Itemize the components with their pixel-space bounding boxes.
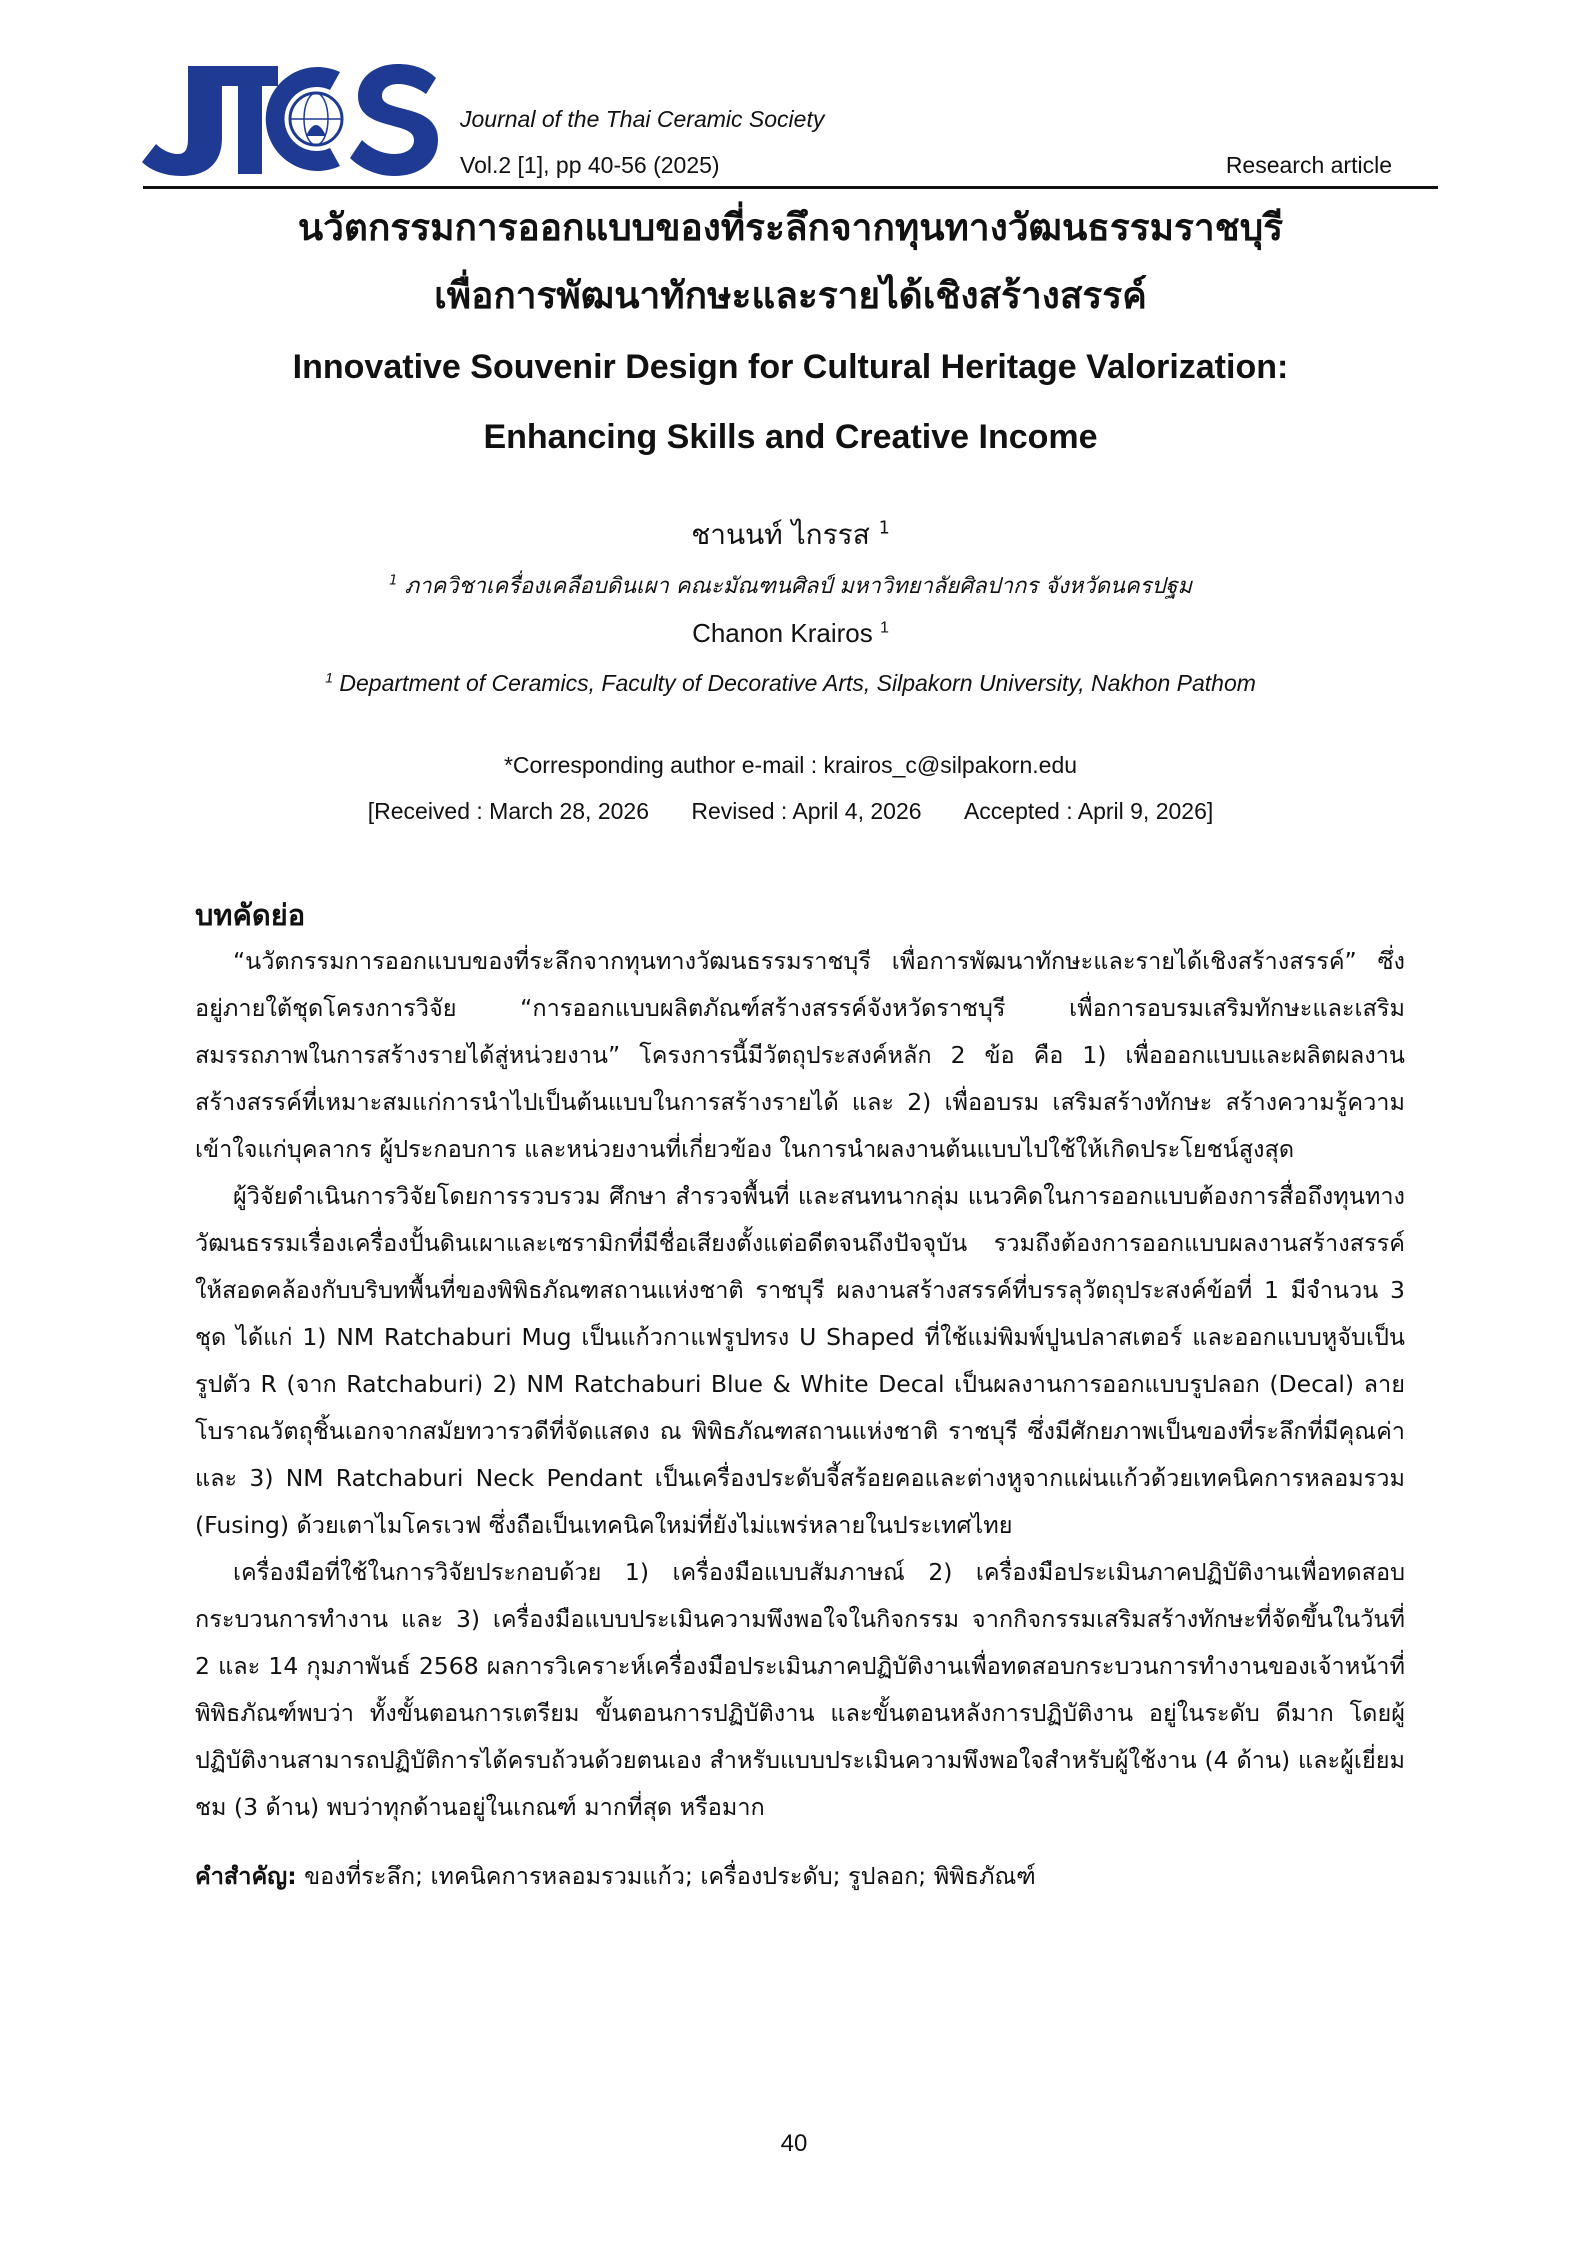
affiliation-thai-text: ภาควิชาเครื่องเคลือบดินเผา คณะมัณฑนศิลป์ มหาวิทยาลัยศิลปากร จังหวัดนครปฐม [404,574,1193,599]
abstract-paragraph: ผู้วิจัยดำเนินการวิจัยโดยการรวบรวม ศึกษา สำรวจพื้นที่ และสนทนากลุ่ม แนวคิดในการออกแบบต้องการสื่อถึงทุนทางวัฒนธรรมเรื่องเครื่องปั้นดินเผาและเซรามิกที่มีชื่อเสียงตั้งแต่อดีตจนถึงปัจจุบัน รวมถึงต้องการออกแบบผลงานสร้างสรรค์ให้สอดคล้องกับบริบทพื้นที่ของพิพิธภัณฑสถานแห่งชาติ ราชบุรี ผลงานสร้างสรรค์ที่บรรลุวัตถุประสงค์ข้อที่ 1 มีจำนวน 3 ชุด ได้แก่ 1) NM Ratchaburi Mug เป็นแก้วกาแฟรูปทรง U Shaped ที่ใช้แม่พิมพ์ปูนปลาสเตอร์ และออกแบบหูจับเป็นรูปตัว R (จาก Ratchaburi) 2) NM Ratchaburi Blue & White Decal เป็นผลงานการออกแบบรูปลอก (Decal) ลายโบราณวัตถุชิ้นเอกจากสมัยทวารวดีที่จัดแสดง ณ พิพิธภัณฑสถานแห่งชาติ ราชบุรี ซึ่งมีศักยภาพเป็นของที่ระลึกที่มีคุณค่า และ 3) NM Ratchaburi Neck Pendant เป็นเครื่องประดับจี้สร้อยคอและต่างหูจากแผ่นแก้วด้วยเทคนิคการหลอมรวม (Fusing) ด้วยเตาไมโครเวฟ ซึ่งถือเป็นเทคนิคใหม่ที่ยังไม่แพร่หลายในประเทศไทย [195,1182,1405,1539]
affiliation-en-sup: 1 [325,670,334,687]
abstract-body [195,938,1405,1831]
date-accepted: Accepted : April 9, 2026] [963,798,1214,824]
affiliation-thai-sup: 1 [388,572,398,589]
title-thai-line2: เพื่อการพัฒนาทักษะและรายได้เชิงสร้างสรรค์ [434,274,1147,317]
abstract-paragraph: “นวัตกรรมการออกแบบของที่ระลึกจากทุนทางวัฒนธรรมราชบุรี เพื่อการพัฒนาทักษะและรายได้เชิงสร้างสรรค์” ซึ่งอยู่ภายใต้ชุดโครงการวิจัย “การออกแบบผลิตภัณฑ์สร้างสรรค์จังหวัดราชบุรี เพื่อการอบรมเสริมทักษะและเสริมสมรรถภาพในการสร้างรายได้สู่หน่วยงาน” โครงการนี้มีวัตถุประสงค์หลัก 2 ข้อ คือ 1) เพื่อออกแบบและผลิตผลงานสร้างสรรค์ที่เหมาะสมแก่การนำไปเป็นต้นแบบในการสร้างรายได้ และ 2) เพื่ออบรม เสริมสร้างทักษะ สร้างความรู้ความเข้าใจแก่บุคลากร ผู้ประกอบการ และหน่วยงานที่เกี่ยวข้อง ในการนำผลงานต้นแบบไปใช้ให้เกิดประโยชน์สูงสุด [195,947,1405,1163]
author-en [143,618,1438,649]
affiliation-en-text: Department of Ceramics, Faculty of Decorative Arts, Silpakorn University, Nakhon Pathom [339,670,1256,696]
title-en-line2: Enhancing Skills and Creative Income [483,418,1098,456]
journal-name: Journal of the Thai Ceramic Society [460,106,825,132]
header-rule [143,186,1438,189]
author-thai-sup: 1 [878,518,890,539]
article-type: Research article [1225,152,1392,178]
keywords [195,1858,1405,1895]
author-thai [143,513,1438,557]
title-thai-line1: นวัตกรรมการออกแบบของที่ระลึกจากทุนทางวัฒนธรรมราชบุรี [297,206,1284,249]
affiliation-en [143,670,1438,697]
abstract-heading: บทคัดย่อ [195,898,306,932]
date-revised: Revised : April 4, 2026 [691,798,922,824]
affiliation-thai [143,568,1438,603]
author-en-sup: 1 [879,618,889,637]
corresponding-email: *Corresponding author e-mail : krairos_c@silpakorn.edu [503,752,1078,778]
date-received: [Received : March 28, 2026 [367,798,650,824]
title-en-line1: Innovative Souvenir Design for Cultural Heritage Valorization: [292,348,1289,386]
article-dates [143,798,1438,825]
journal-volume: Vol.2 [1], pp 40-56 (2025) [460,152,720,178]
keywords-label: คำสำคัญ: [195,1862,297,1890]
keywords-text: ของที่ระลึก; เทคนิคการหลอมรวมแก้ว; เครื่องประดับ; รูปลอก; พิพิธภัณฑ์ [304,1862,1036,1890]
jtcs-logo [140,58,440,180]
author-thai-name: ชานนท์ ไกรรส [691,518,870,551]
author-en-name: Chanon Krairos [692,618,873,648]
page-number: 40 [780,2130,808,2157]
abstract-paragraph: เครื่องมือที่ใช้ในการวิจัยประกอบด้วย 1) เครื่องมือแบบสัมภาษณ์ 2) เครื่องมือประเมินภาคปฏิบัติงานเพื่อทดสอบกระบวนการทำงาน และ 3) เครื่องมือแบบประเมินความพึงพอใจในกิจกรรม จากกิจกรรมเสริมสร้างทักษะที่จัดขึ้นในวันที่ 2 และ 14 กุมภาพันธ์ 2568 ผลการวิเคราะห์เครื่องมือประเมินภาคปฏิบัติงานเพื่อทดสอบกระบวนการทำงานของเจ้าหน้าที่พิพิธภัณฑ์พบว่า ทั้งขั้นตอนการเตรียม ขั้นตอนการปฏิบัติงาน และขั้นตอนหลังการปฏิบัติงาน อยู่ในระดับ ดีมาก โดยผู้ปฏิบัติงานสามารถปฏิบัติการได้ครบถ้วนด้วยตนเอง สำหรับแบบประเมินความพึงพอใจสำหรับผู้ใช้งาน (4 ด้าน) และผู้เยี่ยมชม (3 ด้าน) พบว่าทุกด้านอยู่ในเกณฑ์ มากที่สุด หรือมาก [195,1558,1405,1821]
